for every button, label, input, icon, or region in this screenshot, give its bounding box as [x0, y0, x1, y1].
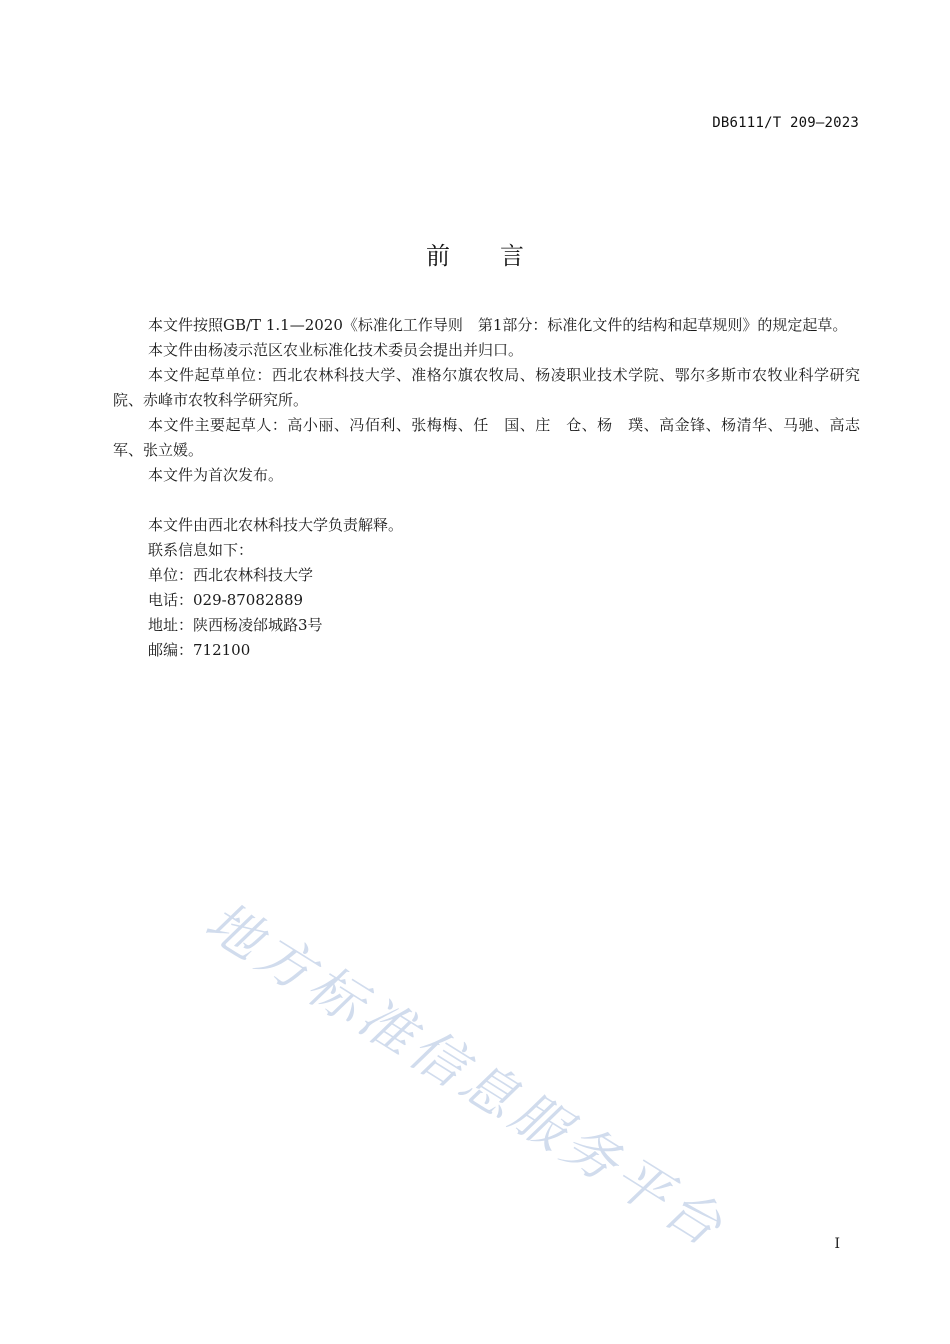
paragraph-proposer: 本文件由杨凌示范区农业标准化技术委员会提出并归口。 — [148, 341, 524, 359]
document-id: DB6111/T 209—2023 — [712, 115, 859, 131]
watermark: 地方标准信息服务平台 — [194, 889, 737, 1261]
contact-unit: 单位：西北农林科技大学 — [148, 566, 314, 584]
contact-postcode: 邮编：712100 — [148, 641, 251, 659]
title-char-2: 言 — [500, 242, 524, 270]
contact-address: 地址：陕西杨凌邰城路3号 — [148, 616, 323, 634]
page-number: I — [834, 1236, 840, 1252]
contact-phone: 电话：029-87082889 — [148, 591, 304, 609]
title-char-1: 前 — [426, 242, 450, 270]
page-title — [0, 236, 950, 271]
paragraph-interpretation: 本文件由西北农林科技大学负责解释。 — [148, 516, 404, 534]
paragraph-first-release: 本文件为首次发布。 — [148, 466, 284, 484]
paragraph-drafting-units: 本文件起草单位：西北农林科技大学、准格尔旗农牧局、杨凌职业技术学院、鄂尔多斯市农牧业科学研究院、赤峰市农牧科学研究所。 — [113, 366, 860, 409]
paragraph-drafting-rules: 本文件按照GB/T 1.1—2020《标准化工作导则 第1部分：标准化文件的结构和起草规则》的规定起草。 — [148, 316, 848, 334]
paragraph-drafters: 本文件主要起草人：高小丽、冯佰利、张梅梅、任 国、庄 仓、杨 璞、高金锋、杨清华、马驰、高志军、张立媛。 — [113, 416, 860, 459]
foreword-body — [113, 313, 860, 663]
paragraph-contact-intro: 联系信息如下： — [148, 541, 254, 559]
